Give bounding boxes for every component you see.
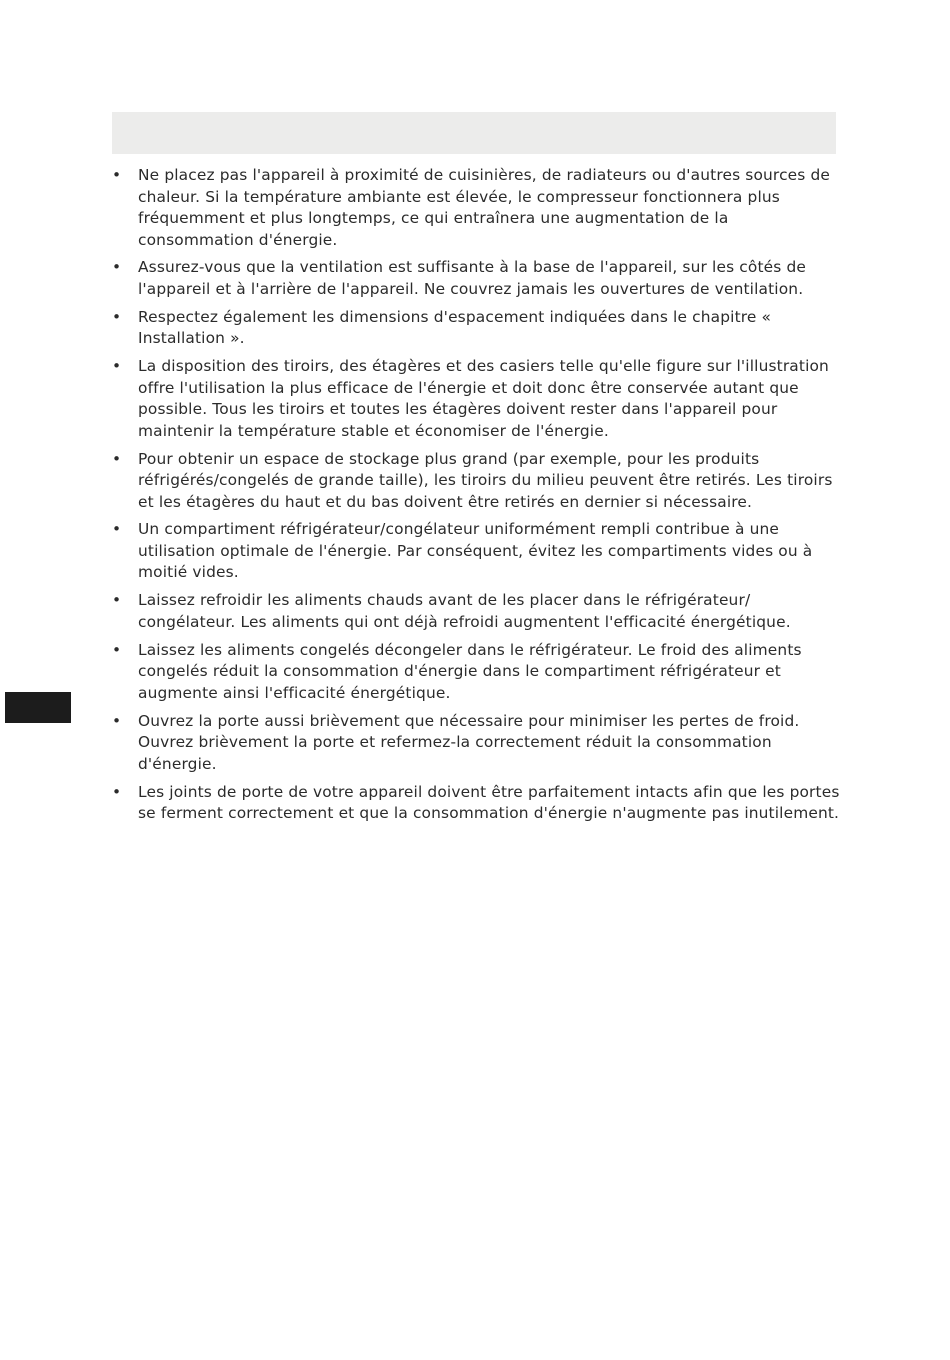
list-item	[112, 711, 842, 776]
list-item-text: Respectez également les dimensions d'espacement indiquées dans le chapitre « Installation ».	[138, 307, 772, 348]
list-item	[112, 590, 842, 633]
bullet-icon: •	[112, 258, 122, 277]
list-item-text: Ne placez pas l'appareil à proximité de cuisinières, de radiateurs ou d'autres sources de chaleur. Si la température ambiante est élevée, le compresseur fonctionnera plus fréquemment et plus longtemps, ce qui entraînera une augmentation de la consommation d'énergie.	[138, 166, 831, 249]
list-item-text: Pour obtenir un espace de stockage plus grand (par exemple, pour les produits réfrigérés/congelés de grande taille), les tiroirs du milieu peuvent être retirés. Les tiroirs et les étagères du haut et du bas doivent être retirés en dernier si nécessaire.	[138, 449, 833, 511]
list-item	[112, 519, 842, 584]
list-item	[112, 640, 842, 705]
page-side-tab	[5, 692, 71, 723]
list-item	[112, 449, 842, 514]
list-item-text: Laissez refroidir les aliments chauds avant de les placer dans le réfrigérateur/ congélateur. Les aliments qui ont déjà refroidi augmentent l'efficacité énergétique.	[138, 591, 791, 631]
energy-tips-list	[112, 165, 842, 831]
bullet-icon: •	[112, 449, 122, 468]
list-item	[112, 165, 842, 251]
list-item-text: Laissez les aliments congelés décongeler dans le réfrigérateur. Le froid des aliments congelés réduit la consommation d'énergie dans le compartiment réfrigérateur et augmente ainsi l'efficacité énergétique.	[138, 640, 802, 702]
bullet-icon: •	[112, 711, 122, 730]
section-header-band	[112, 112, 836, 154]
list-item	[112, 257, 842, 300]
list-item	[112, 307, 842, 350]
bullet-icon: •	[112, 591, 122, 610]
list-item-text: La disposition des tiroirs, des étagères et des casiers telle qu'elle figure sur l'illustration offre l'utilisation la plus efficace de l'énergie et doit donc être conservée autant que possible. Tous les tiroirs et toutes les étagères doivent rester dans l'appareil pour maintenir la température stable et économiser de l'énergie.	[138, 357, 829, 440]
bullet-icon: •	[112, 166, 122, 184]
list-item-text: Assurez-vous que la ventilation est suffisante à la base de l'appareil, sur les côtés de l'appareil et à l'arrière de l'appareil. Ne couvrez jamais les ouvertures de ventilation.	[138, 258, 807, 298]
bullet-icon: •	[112, 640, 122, 659]
list-item-text: Ouvrez la porte aussi brièvement que nécessaire pour minimiser les pertes de froid. Ouvrez brièvement la porte et refermez-la correctement réduit la consommation d'énergie.	[138, 711, 800, 773]
list-item-text: Les joints de porte de votre appareil doivent être parfaitement intacts afin que les portes se ferment correctement et que la consommation d'énergie n'augmente pas inutilement.	[138, 782, 840, 823]
list-item	[112, 782, 842, 825]
bullet-icon: •	[112, 357, 122, 376]
bullet-icon: •	[112, 782, 122, 801]
list-item-text: Un compartiment réfrigérateur/congélateur uniformément rempli contribue à une utilisation optimale de l'énergie. Par conséquent, évitez les compartiments vides ou à moitié vides.	[138, 520, 813, 582]
list-item	[112, 356, 842, 442]
bullet-icon: •	[112, 520, 122, 539]
bullet-icon: •	[112, 307, 122, 326]
